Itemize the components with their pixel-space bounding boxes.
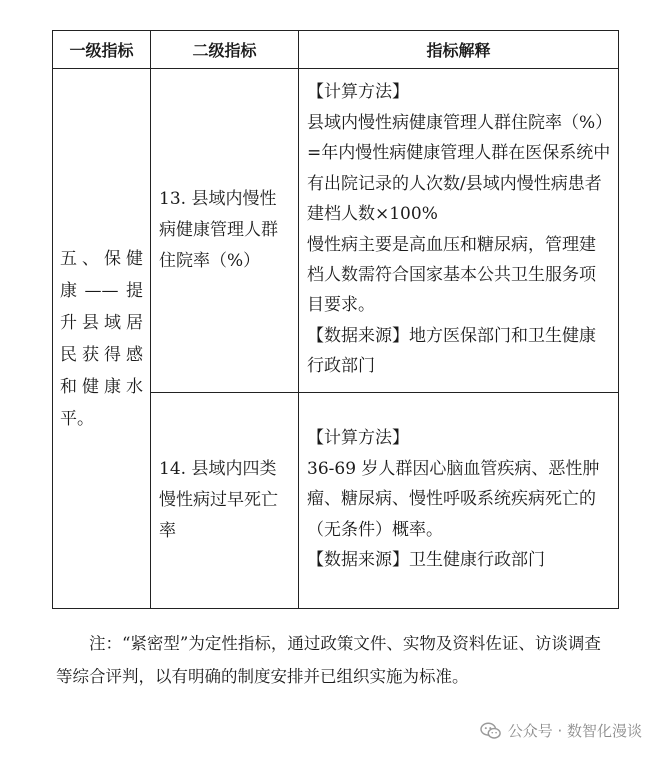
table-row <box>53 69 619 393</box>
footnote: 注：“紧密型”为定性指标，通过政策文件、实物及资料佐证、访谈调查等综合评判，以有明确的制度安排并已组织实施为标准。 <box>56 634 601 686</box>
calc-method-heading: 【计算方法】 <box>307 428 409 449</box>
indicator-table <box>52 30 619 609</box>
data-source: 【数据来源】地方医保部门和卫生健康行政部门 <box>307 325 596 377</box>
table-header-row <box>53 31 619 69</box>
calc-notes: 慢性病主要是高血压和糖尿病，管理建档人数需符合国家基本公共卫生服务项目要求。 <box>307 234 596 316</box>
calc-definition: 36-69 岁人群因心脑血管疾病、恶性肿瘤、糖尿病、慢性呼吸系统疾病死亡的（无条件）概率。 <box>307 458 600 540</box>
indicator-explanation <box>299 69 619 393</box>
watermark-text: 公众号 · 数智化漫谈 <box>507 722 642 740</box>
level2-indicator: 14. 县域内四类慢性病过早死亡率 <box>151 393 299 609</box>
wechat-icon <box>480 721 502 741</box>
header-level1: 一级指标 <box>53 31 151 69</box>
header-level2: 二级指标 <box>151 31 299 69</box>
header-explanation: 指标解释 <box>299 31 619 69</box>
calc-method-heading: 【计算方法】 <box>307 82 409 103</box>
account-watermark <box>480 720 642 741</box>
level2-indicator: 13. 县域内慢性病健康管理人群住院率（%） <box>151 69 299 393</box>
indicator-explanation <box>299 393 619 609</box>
level1-indicator: 五、保健康——提升县域居民获得感和健康水平。 <box>53 69 151 609</box>
calc-formula: 县域内慢性病健康管理人群住院率（%）=年内慢性病健康管理人群在医保系统中有出院记录的人次数/县域内慢性病患者建档人数×100% <box>307 112 611 225</box>
data-source: 【数据来源】卫生健康行政部门 <box>307 550 545 571</box>
